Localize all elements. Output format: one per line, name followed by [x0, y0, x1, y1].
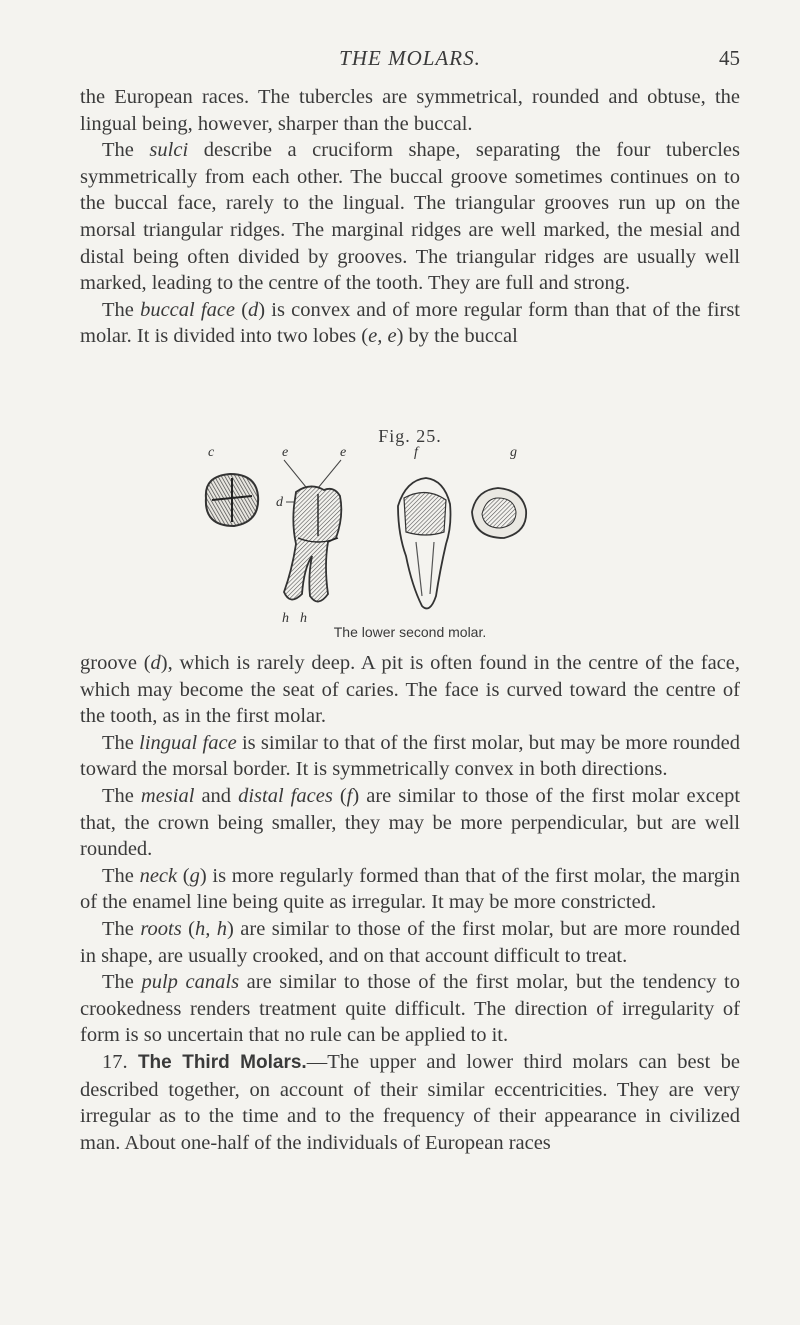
paragraph-continued: the European races. The tubercles are symmetrical, rounded and obtuse, the lingual being, however, sharper than the buccal.: [80, 86, 740, 135]
paragraph-buccal-face: The buccal face (d) is convex and of more regular form than that of the first molar. It is divided into two lobes (e, e) by the buccal: [80, 298, 741, 348]
letter-h2: h: [300, 611, 307, 626]
figure-25: [200, 426, 620, 650]
paragraph-roots: The roots (h, h) are similar to those of the first molar, but are more rounded in shape, are usually crooked, and on that account difficult to treat.: [80, 917, 741, 967]
paragraph-third-molars: 17. The Third Molars.—The upper and lower third molars can best be described together, on account of their similar eccentricities. They are very irregular as to the time and to the frequency of their appearance in civilized man. About one-half of the individuals of European races: [80, 1050, 740, 1154]
text-block-top: [80, 84, 740, 350]
page-header: [80, 46, 740, 72]
term-sulci: sulci: [149, 139, 189, 162]
paragraph-groove: groove (d), which is rarely deep. A pit is often found in the centre of the face, which may become the seat of caries. The face is curved toward the centre of the tooth, as in the first molar.: [80, 652, 740, 728]
text-block-bottom: [80, 650, 740, 1156]
page-number: 45: [719, 46, 740, 70]
term-roots: roots: [140, 917, 182, 940]
term-neck: neck: [139, 864, 178, 887]
figure-caption: The lower second molar.: [333, 624, 487, 640]
term-distal-faces: distal faces: [238, 784, 333, 807]
running-title: THE MOLARS.: [339, 46, 481, 70]
occlusal-view: [206, 474, 258, 526]
mesial-view: [398, 478, 451, 608]
term-lingual-face: lingual face: [139, 731, 237, 754]
figure-label: Fig. 25.: [378, 426, 442, 446]
letter-e2: e: [340, 446, 347, 460]
letter-c: c: [208, 446, 215, 460]
paragraph-pulp-canals: The pulp canals are similar to those of the first molar, but the tendency to crookedness renders treatment quite difficult. The direction of irregularity of form is so uncertain that no rule can be applied to it.: [80, 971, 740, 1047]
letter-h1: h: [282, 611, 289, 626]
letter-e1: e: [282, 446, 289, 460]
letter-f: f: [414, 446, 418, 460]
tooth-illustration: [200, 446, 620, 626]
section-heading-third-molars: The Third Molars.: [137, 1051, 307, 1073]
buccal-view: [284, 486, 341, 601]
letter-d: d: [276, 495, 283, 510]
term-buccal-face: buccal face: [140, 298, 236, 321]
paragraph-mesial-distal: The mesial and distal faces (f) are similar to those of the first molar except that, the crown being smaller, they may be more perpendicular, but are well rounded.: [80, 784, 741, 861]
paragraph-sulci: The sulci describe a cruciform shape, separating the four tubercles symmetrically from each other. The buccal groove sometimes continues on to the buccal face, rarely to the lingual. The triangular grooves run up on the morsal triangular ridges. The marginal ridges are well marked, the mesial and distal being often divided by grooves. The triangular ridges are usually well marked, leading to the centre of the tooth. They are full and strong.: [80, 139, 740, 295]
term-pulp-canals: pulp canals: [141, 971, 240, 994]
paragraph-neck: The neck (g) is more regularly formed than that of the first molar, the margin of the enamel line being quite as irregular. It may be more constricted.: [80, 864, 740, 914]
letter-g: g: [510, 446, 517, 460]
neck-view: [472, 488, 526, 538]
paragraph-lingual-face: The lingual face is similar to that of the first molar, but may be more rounded toward the morsal border. It is symmetrically convex in both directions.: [80, 731, 740, 781]
term-mesial: mesial: [140, 784, 195, 807]
